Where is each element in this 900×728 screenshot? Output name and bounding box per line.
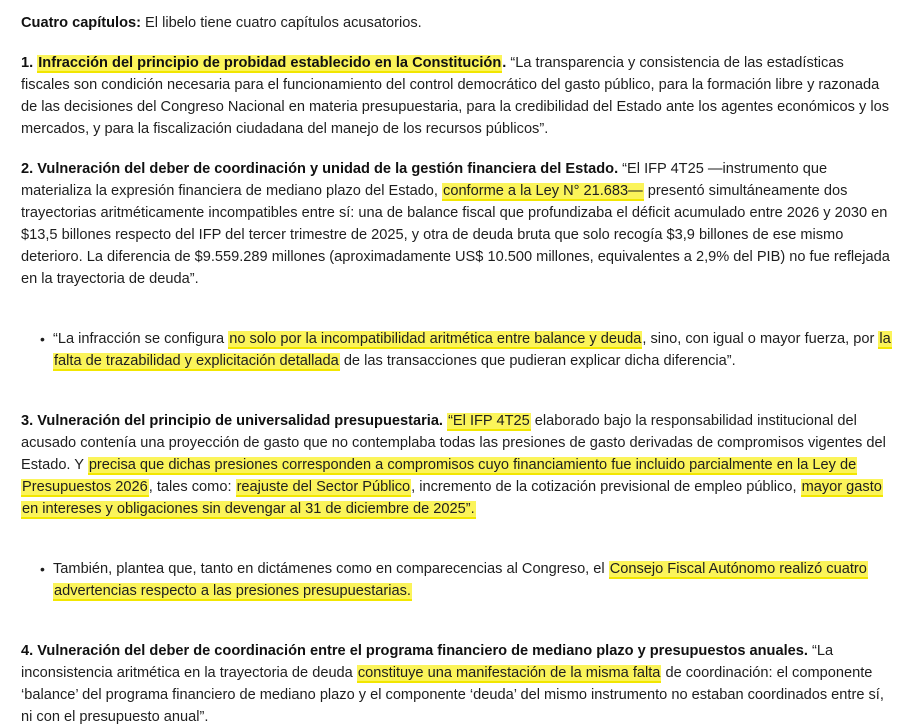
section-4 (21, 640, 891, 728)
section-3-highlight-1: “El IFP 4T25 (448, 413, 530, 429)
section-2-text-2: presentó simultáneamente dos trayectorias aritméticamente incompatibles entre sí: una de balance fiscal que profundizaba el déficit acumulado entre 2026 y 2030 en $13,5 billones respecto del IFP del tercer trimestre de 2025, y otra de deuda bruta que solo recogía $3,9 billones de ese mismo deterioro. La diferencia de $9.559.289 millones (aproximadamente US$ 10.500 millones, equivalentes a 2,9% del PIB) no fue reflejada en la trayectoria de deuda”. (21, 183, 890, 287)
section-3-highlight-2: precisa que dichas presiones corresponden a compromisos cuyo financiamiento fue incluido parcialmente en la Ley de Presupuestos 2026 (22, 457, 857, 495)
bullet-dot: • (40, 331, 45, 347)
section-2-highlight-1: conforme a la Ley N° 21.683— (443, 183, 643, 199)
intro-paragraph (21, 12, 891, 34)
section-1-title: Infracción del principio de probidad establecido en la Constitución (38, 55, 502, 71)
section-3-highlight-3: reajuste del Sector Público (236, 479, 411, 495)
section-4-text-1: “La inconsistencia aritmética en la trayectoria de deuda (21, 643, 834, 681)
bullet-1-text-1: “La infracción se configura (53, 331, 229, 347)
bullet-1-text-2: , sino, con igual o mayor fuerza, por (642, 331, 879, 347)
bullet-1-highlight-2: la falta de trazabilidad y explicitación detallada (54, 331, 891, 369)
section-1 (21, 52, 891, 140)
section-3 (21, 410, 891, 520)
intro-text: El libelo tiene cuatro capítulos acusatorios. (141, 15, 422, 31)
bullet-quote-2 (21, 558, 891, 602)
section-2 (21, 158, 891, 290)
bullet-dot: • (40, 561, 45, 577)
section-3-highlight-4: mayor gasto en intereses y obligaciones sin devengar al 31 de diciembre de 2025”. (22, 479, 882, 517)
bullet-2-text-1: También, plantea que, tanto en dictámenes como en comparecencias al Congreso, el (53, 561, 609, 577)
section-3-text-2: , tales como: (148, 479, 236, 495)
section-3-text-3: , incremento de la cotización previsional de empleo público, (411, 479, 801, 495)
section-3-text-1: elaborado bajo la responsabilidad institucional del acusado contenía una proyección de gasto que no contemplaba todas las presiones de gasto derivadas de compromisos vigentes del Estado. Y (21, 413, 886, 473)
intro-label: Cuatro capítulos: (21, 15, 141, 31)
document-body (21, 12, 891, 728)
section-4-highlight-1: constituye una manifestación de la misma falta (357, 665, 661, 681)
section-4-text-2: de coordinación: el componente ‘balance’ del programa financiero de mediano plazo y el componente ‘deuda’ del mismo instrumento no estaban coordinados entre sí, ni con el presupuesto anual”. (21, 665, 884, 725)
section-3-title: 3. Vulneración del principio de universalidad presupuestaria. (21, 413, 443, 429)
section-1-number: 1. (21, 55, 38, 71)
section-4-title: 4. Vulneración del deber de coordinación entre el programa financiero de mediano plazo y presupuestos anuales. (21, 643, 808, 659)
bullet-1-highlight-1: no solo por la incompatibilidad aritmética entre balance y deuda (229, 331, 642, 347)
bullet-1-text-3: de las transacciones que pudieran explicar dicha diferencia”. (339, 353, 736, 369)
bullet-2-highlight-1: Consejo Fiscal Autónomo realizó cuatro advertencias respecto a las presiones presupuestarias. (54, 561, 867, 599)
section-1-text: “La transparencia y consistencia de las estadísticas fiscales son condición necesaria para el funcionamiento del control democrático del gasto público, para la formación libre y razonada de las decisiones del Congreso Nacional en materia presupuestaria, para la credibilidad del Estado ante los agentes económicos y los mercados, y para la fiscalización ciudadana del manejo de los recursos públicos”. (21, 55, 890, 137)
bullet-quote-1 (21, 328, 891, 372)
section-1-title-end: . (502, 55, 507, 71)
section-2-text-1: “El IFP 4T25 —instrumento que materializa la expresión financiera de mediano plazo del Estado, (21, 161, 828, 199)
section-2-title: 2. Vulneración del deber de coordinación y unidad de la gestión financiera del Estado. (21, 161, 619, 177)
